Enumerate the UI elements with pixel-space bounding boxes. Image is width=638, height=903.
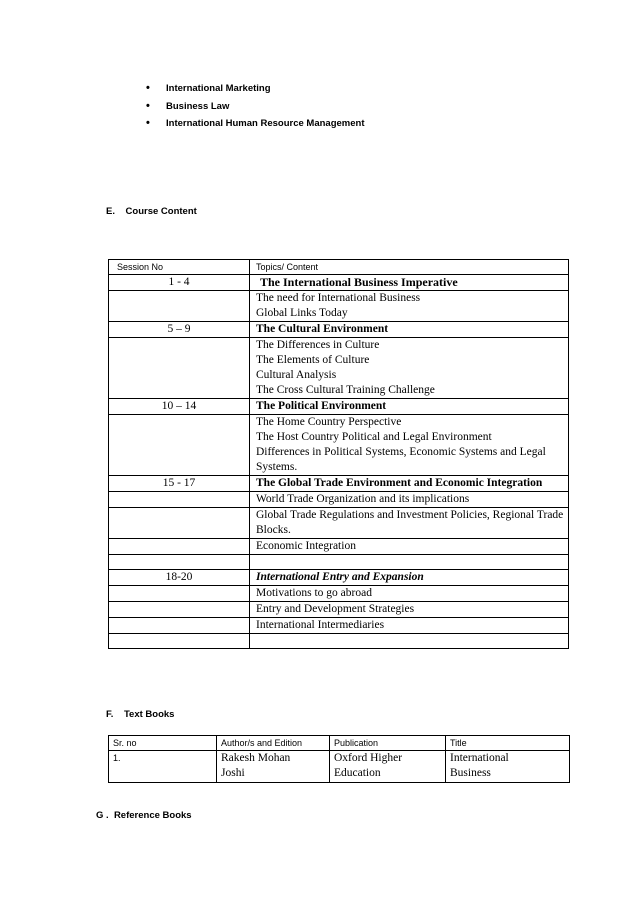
table-row (109, 415, 569, 476)
column-header-title: Title (446, 736, 570, 751)
list-item: • International Marketing (146, 80, 364, 98)
prerequisite-list (146, 80, 364, 133)
column-header-topics: Topics/ Content (250, 260, 569, 275)
cell-session (109, 492, 250, 508)
cell-topic: The Political Environment (250, 399, 569, 415)
table-row (109, 586, 569, 602)
table-row (109, 602, 569, 618)
cell-topic: Entry and Development Strategies (250, 602, 569, 618)
cell-session (109, 634, 250, 649)
cell-topic: World Trade Organization and its implications (250, 492, 569, 508)
table-row (109, 275, 569, 291)
cell-topic (250, 555, 569, 570)
cell-topic: The Global Trade Environment and Economic Integration (250, 476, 569, 492)
table-row (109, 399, 569, 415)
cell-topic: The Differences in Culture The Elements of Culture Cultural Analysis The Cross Cultural Training Challenge (250, 338, 569, 399)
cell-topic: The Cultural Environment (250, 322, 569, 338)
cell-topic: Global Trade Regulations and Investment Policies, Regional Trade Blocks. (250, 508, 569, 539)
cell-topic: Economic Integration (250, 539, 569, 555)
cell-topic: The International Business Imperative (250, 275, 569, 291)
table-row (109, 618, 569, 634)
table-row (109, 539, 569, 555)
table-row (109, 555, 569, 570)
cell-session (109, 539, 250, 555)
cell-session (109, 618, 250, 634)
cell-session (109, 508, 250, 539)
table-row (109, 476, 569, 492)
text-books-table (108, 735, 570, 783)
cell-topic: The need for International Business Global Links Today (250, 291, 569, 322)
cell-topic: International Intermediaries (250, 618, 569, 634)
cell-session (109, 602, 250, 618)
column-header-session: Session No (109, 260, 250, 275)
cell-session: 5 – 9 (109, 322, 250, 338)
table-row (109, 634, 569, 649)
cell-session (109, 555, 250, 570)
column-header-sr-no: Sr. no (109, 736, 217, 751)
list-item: • Business Law (146, 98, 364, 116)
cell-session (109, 415, 250, 476)
table-row (109, 322, 569, 338)
cell-publication: Oxford Higher Education (330, 751, 446, 783)
section-heading-reference-books: G . Reference Books (96, 810, 192, 821)
cell-session (109, 338, 250, 399)
cell-session (109, 291, 250, 322)
cell-session (109, 586, 250, 602)
cell-title: International Business (446, 751, 570, 783)
table-row (109, 508, 569, 539)
cell-session: 1 - 4 (109, 275, 250, 291)
table-row (109, 751, 570, 783)
cell-author: Rakesh Mohan Joshi (217, 751, 330, 783)
cell-sr-no: 1. (109, 751, 217, 783)
cell-topic: International Entry and Expansion (250, 570, 569, 586)
cell-session: 18-20 (109, 570, 250, 586)
cell-session: 10 – 14 (109, 399, 250, 415)
table-row (109, 291, 569, 322)
column-header-author: Author/s and Edition (217, 736, 330, 751)
cell-topic: The Home Country Perspective The Host Country Political and Legal Environment Differences in Political Systems, Economic Systems and Legal Systems. (250, 415, 569, 476)
column-header-publication: Publication (330, 736, 446, 751)
cell-topic (250, 634, 569, 649)
table-row (109, 570, 569, 586)
cell-session: 15 - 17 (109, 476, 250, 492)
table-row (109, 338, 569, 399)
section-heading-course-content: E. Course Content (106, 206, 197, 217)
list-item: • International Human Resource Management (146, 115, 364, 133)
table-row (109, 492, 569, 508)
section-heading-text-books: F. Text Books (106, 709, 175, 720)
table-header-row (109, 260, 569, 275)
course-content-table (108, 259, 569, 649)
cell-topic: Motivations to go abroad (250, 586, 569, 602)
table-header-row (109, 736, 570, 751)
